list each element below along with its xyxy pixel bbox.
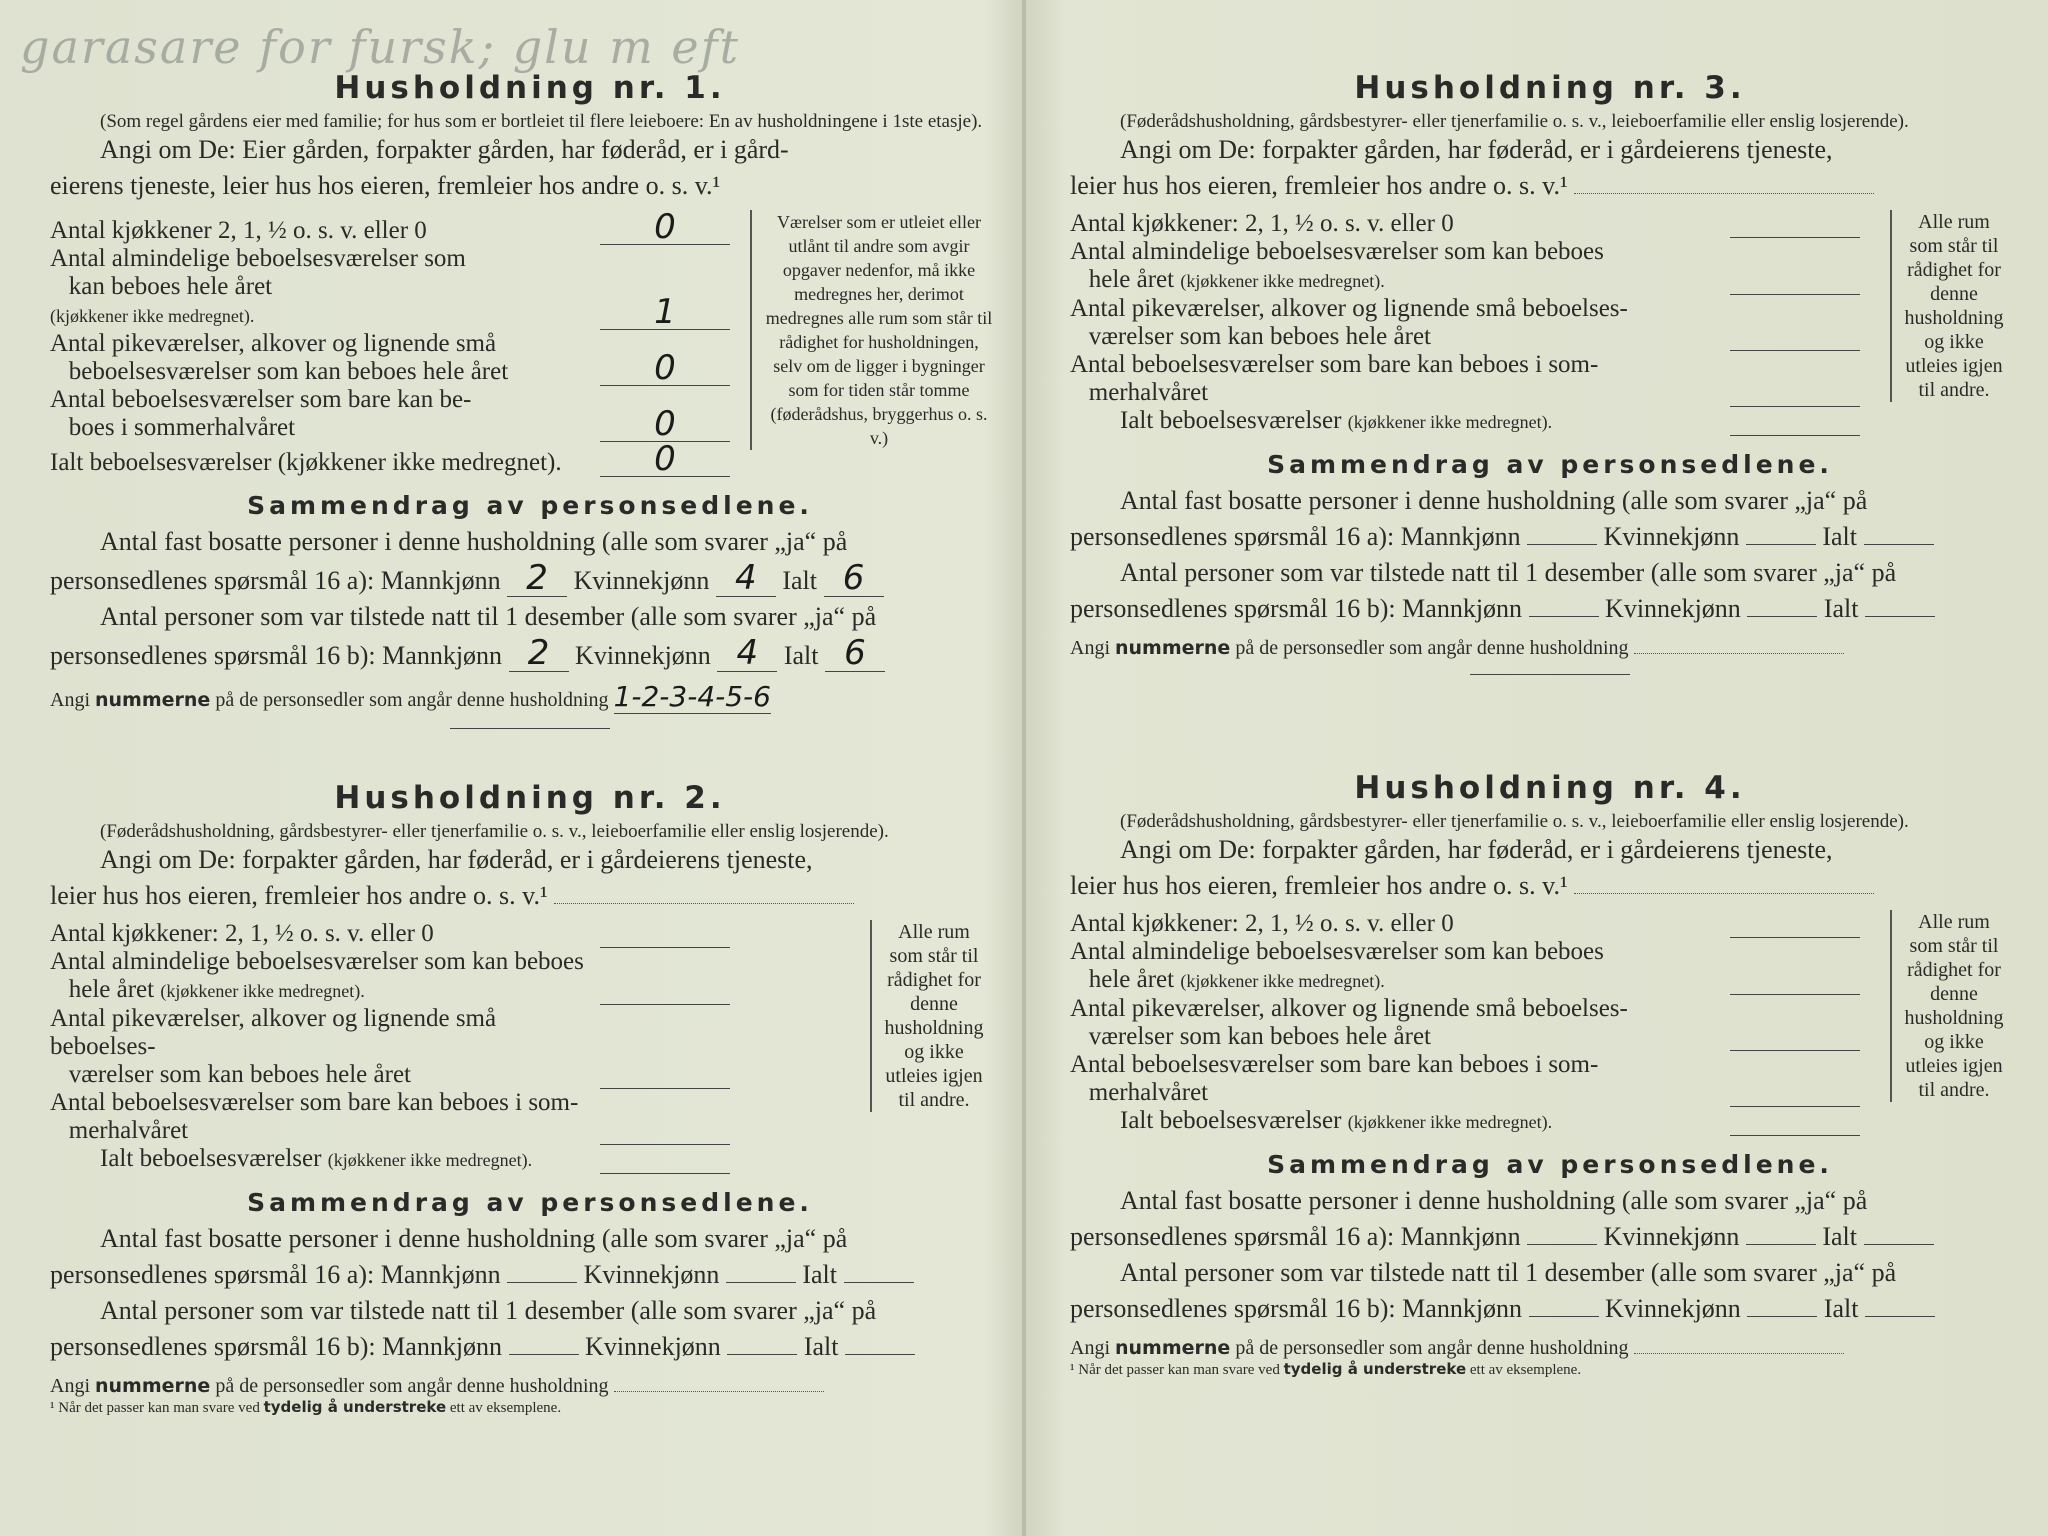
h4-ialt-row: Ialt beboelsesværelser (kjøkkener ikke medregnet). xyxy=(1070,1107,1860,1136)
h3-a-ialt[interactable] xyxy=(1864,522,1934,545)
h4-brace-note: Alle rum som står til rådighet for denne husholdning og ikke utleies igjen til andre. xyxy=(1890,910,2004,1102)
h2-summary-heading: Sammendrag av personsedlene. xyxy=(247,1188,813,1217)
household-1-title: Husholdning nr. 1. xyxy=(334,70,726,106)
household-4-title: Husholdning nr. 4. xyxy=(1354,770,1746,806)
h4-pike-value[interactable] xyxy=(1730,1050,1860,1051)
h2-b-ialt[interactable] xyxy=(845,1332,915,1355)
household-4-rooms xyxy=(1070,910,2004,1136)
h1-b-kvinne[interactable]: 4 xyxy=(717,635,777,672)
h1-a-kvinne[interactable]: 4 xyxy=(716,560,776,597)
h2-sommer-row: Antal beboelsesværelser som bare kan beboes i som- merhalvåret xyxy=(50,1089,730,1145)
h1-almind-row: Antal almindelige beboelsesværelser som kan beboes hele året (kjøkkener ikke medregnet). 1 xyxy=(50,245,730,330)
household-1-angi: Angi om De: Eier gården, forpakter gården, har føderåd, er i gård- xyxy=(100,135,789,164)
h3-summary-heading: Sammendrag av personsedlene. xyxy=(1267,450,1833,479)
h3-pike-value[interactable] xyxy=(1730,350,1860,351)
household-3-rooms xyxy=(1070,210,2004,436)
household-2-angi: Angi om De: forpakter gården, har føderåd, er i gårdeierens tjeneste, xyxy=(100,845,813,874)
household-2-rooms xyxy=(50,920,984,1174)
h1-sommer-row: Antal beboelsesværelser som bare kan be- boes i sommerhalvåret 0 xyxy=(50,386,730,442)
household-3-options[interactable]: forpakter gården, har føderåd, er i gårdeierens tjeneste, xyxy=(1262,135,1833,164)
h4-almind-value[interactable] xyxy=(1730,994,1860,995)
h4-kjokkener-value[interactable] xyxy=(1730,937,1860,938)
household-2-options[interactable]: forpakter gården, har føderåd, er i gårdeierens tjeneste, xyxy=(242,845,813,874)
h2-brace-note: Alle rum som står til rådighet for denne husholdning og ikke utleies igjen til andre. xyxy=(870,920,984,1112)
household-3-note: (Føderådshusholdning, gårdsbestyrer- eller tjenerfamilie o. s. v., leieboerfamilie eller enslig losjerende). xyxy=(1120,111,1909,132)
h1-ialt-value[interactable]: 0 xyxy=(600,442,730,477)
h4-sum-b-line1: Antal personer som var tilstede natt til 1 desember (alle som svarer „ja“ på xyxy=(1120,1258,1897,1287)
h3-b-mann[interactable] xyxy=(1529,594,1599,617)
h4-b-kvinne[interactable] xyxy=(1747,1294,1817,1317)
h1-sum-a-line2: personsedlenes spørsmål 16 a): Mannkjønn 2 Kvinnekjønn 4 Ialt 6 xyxy=(50,560,1010,599)
h3-almind-row: Antal almindelige beboelsesværelser som kan beboes hele året (kjøkkener ikke medregnet). xyxy=(1070,238,1860,295)
h4-sum-a-line2: personsedlenes spørsmål 16 a): Mannkjønn Kvinnekjønn Ialt xyxy=(1070,1219,2030,1255)
household-1-rooms xyxy=(50,207,993,479)
household-4-options[interactable]: forpakter gården, har føderåd, er i gårdeierens tjeneste, xyxy=(1262,835,1833,864)
left-page xyxy=(20,0,1020,1536)
h1-kjokkener-value[interactable]: 0 xyxy=(600,210,730,245)
h4-b-mann[interactable] xyxy=(1529,1294,1599,1317)
h3-a-mann[interactable] xyxy=(1527,522,1597,545)
h4-sommer-value[interactable] xyxy=(1730,1106,1860,1107)
h2-a-mann[interactable] xyxy=(507,1260,577,1283)
h1-sommer-value[interactable]: 0 xyxy=(600,407,730,442)
h1-angi-nummerne: Angi nummerne på de personsedler som angår denne husholdning 1-2-3-4-5-6 xyxy=(50,680,771,713)
household-1 xyxy=(50,70,1010,729)
h2-almind-value[interactable] xyxy=(600,1004,730,1005)
h1-almind-value[interactable]: 1 xyxy=(600,295,730,330)
h4-a-mann[interactable] xyxy=(1527,1222,1597,1245)
h4-sum-b-line2: personsedlenes spørsmål 16 b): Mannkjønn Kvinnekjønn Ialt xyxy=(1070,1291,2030,1327)
h1-sum-a-line1: Antal fast bosatte personer i denne husholdning (alle som svarer „ja“ på xyxy=(100,527,848,556)
h4-b-ialt[interactable] xyxy=(1865,1294,1935,1317)
h1-b-mann[interactable]: 2 xyxy=(509,635,569,672)
household-2-angi-cont: leier hus hos eieren, fremleier hos andre o. s. v.¹ xyxy=(50,878,1010,914)
h1-pike-value[interactable]: 0 xyxy=(600,351,730,386)
h4-angi-nummerne: Angi nummerne på de personsedler som angår denne husholdning xyxy=(1070,1333,2030,1360)
h1-sum-b-line2: personsedlenes spørsmål 16 b): Mannkjønn 2 Kvinnekjønn 4 Ialt 6 xyxy=(50,635,1010,674)
h3-brace-note: Alle rum som står til rådighet for denne husholdning og ikke utleies igjen til andre. xyxy=(1890,210,2004,402)
h2-ialt-row: Ialt beboelsesværelser (kjøkkener ikke medregnet). xyxy=(50,1145,730,1174)
h2-sum-a-line1: Antal fast bosatte personer i denne husholdning (alle som svarer „ja“ på xyxy=(100,1224,848,1253)
h4-sommer-row: Antal beboelsesværelser som bare kan beboes i som- merhalvåret xyxy=(1070,1051,1860,1107)
h2-pike-row: Antal pikeværelser, alkover og lignende små beboelses- værelser som kan beboes hele året xyxy=(50,1005,730,1089)
h3-b-ialt[interactable] xyxy=(1865,594,1935,617)
h1-pike-row: Antal pikeværelser, alkover og lignende små beboelsesværelser som kan beboes hele året 0 xyxy=(50,330,730,386)
h1-kjokkener-row: Antal kjøkkener 2, 1, ½ o. s. v. eller 0 0 xyxy=(50,210,730,245)
household-4 xyxy=(1070,770,2030,1379)
h2-kjokkener-row: Antal kjøkkener: 2, 1, ½ o. s. v. eller 0 xyxy=(50,920,730,948)
h1-brace-note: Værelser som er utleiet eller utlånt til andre som avgir opgaver nedenfor, må ikke medregnes her, derimot medregnes alle rum som står til rådighet for husholdningen, selv om de ligger i bygninger som for tiden står tomme (føderådshus, bryggerhus o. s. v.) xyxy=(750,210,994,450)
h3-sommer-row: Antal beboelsesværelser som bare kan beboes i som- merhalvåret xyxy=(1070,351,1860,407)
h3-sum-a-line1: Antal fast bosatte personer i denne husholdning (alle som svarer „ja“ på xyxy=(1120,486,1868,515)
h3-sum-b-line1: Antal personer som var tilstede natt til 1 desember (alle som svarer „ja“ på xyxy=(1120,558,1897,587)
h2-sum-b-line2: personsedlenes spørsmål 16 b): Mannkjønn Kvinnekjønn Ialt xyxy=(50,1329,1010,1365)
household-3 xyxy=(1070,70,2030,675)
h2-b-kvinne[interactable] xyxy=(727,1332,797,1355)
h1-divider xyxy=(450,728,610,729)
household-3-title: Husholdning nr. 3. xyxy=(1354,70,1746,106)
household-2-note: (Føderådshusholdning, gårdsbestyrer- eller tjenerfamilie o. s. v., leieboerfamilie eller enslig losjerende). xyxy=(100,821,889,842)
h1-b-ialt[interactable]: 6 xyxy=(825,635,885,672)
page-fold xyxy=(1022,0,1026,1536)
household-2 xyxy=(50,780,1010,1417)
h2-sommer-value[interactable] xyxy=(600,1144,730,1145)
h1-ialt-row: Ialt beboelsesværelser (kjøkkener ikke medregnet). 0 xyxy=(50,442,730,477)
h1-summary-heading: Sammendrag av personsedlene. xyxy=(247,491,813,520)
h2-sum-b-line1: Antal personer som var tilstede natt til 1 desember (alle som svarer „ja“ på xyxy=(100,1296,877,1325)
household-4-note: (Føderådshusholdning, gårdsbestyrer- eller tjenerfamilie o. s. v., leieboerfamilie eller enslig losjerende). xyxy=(1120,811,1909,832)
household-1-options[interactable]: Eier gården, forpakter gården, har føderåd, er i gård- xyxy=(242,135,789,164)
h1-a-mann[interactable]: 2 xyxy=(507,560,567,597)
h3-b-kvinne[interactable] xyxy=(1747,594,1817,617)
h3-sum-a-line2: personsedlenes spørsmål 16 a): Mannkjønn Kvinnekjønn Ialt xyxy=(1070,519,2030,555)
h2-sum-a-line2: personsedlenes spørsmål 16 a): Mannkjønn Kvinnekjønn Ialt xyxy=(50,1257,1010,1293)
h4-sum-a-line1: Antal fast bosatte personer i denne husholdning (alle som svarer „ja“ på xyxy=(1120,1186,1868,1215)
h3-divider xyxy=(1470,674,1630,675)
household-4-angi: Angi om De: forpakter gården, har føderåd, er i gårdeierens tjeneste, xyxy=(1120,835,1833,864)
h3-almind-value[interactable] xyxy=(1730,294,1860,295)
h3-ialt-row: Ialt beboelsesværelser (kjøkkener ikke medregnet). xyxy=(1070,407,1860,436)
h3-sum-b-line2: personsedlenes spørsmål 16 b): Mannkjønn Kvinnekjønn Ialt xyxy=(1070,591,2030,627)
h4-kjokkener-row: Antal kjøkkener: 2, 1, ½ o. s. v. eller 0 xyxy=(1070,910,1860,938)
h3-kjokkener-value[interactable] xyxy=(1730,237,1860,238)
household-1-note: (Som regel gårdens eier med familie; for hus som er bortleiet til flere leieboere: En av husholdningene i 1ste etasje). xyxy=(100,111,983,132)
h2-almind-row: Antal almindelige beboelsesværelser som kan beboes hele året (kjøkkener ikke medregnet). xyxy=(50,948,730,1005)
h1-nummerne-value[interactable]: 1-2-3-4-5-6 xyxy=(613,680,771,713)
h3-angi-nummerne: Angi nummerne på de personsedler som angår denne husholdning xyxy=(1070,633,2030,660)
right-page xyxy=(1040,0,2040,1536)
h2-pike-value[interactable] xyxy=(600,1088,730,1089)
footnote-left: ¹ Når det passer kan man svare ved tydelig å understreke ett av eksemplene. xyxy=(50,1398,562,1416)
h1-a-ialt[interactable]: 6 xyxy=(824,560,884,597)
h4-a-kvinne[interactable] xyxy=(1746,1222,1816,1245)
h4-ialt-value[interactable] xyxy=(1730,1135,1860,1136)
footnote-right: ¹ Når det passer kan man svare ved tydelig å understreke ett av eksemplene. xyxy=(1070,1360,1582,1378)
h3-kjokkener-row: Antal kjøkkener: 2, 1, ½ o. s. v. eller 0 xyxy=(1070,210,1860,238)
h4-pike-row: Antal pikeværelser, alkover og lignende små beboelses- værelser som kan beboes hele året xyxy=(1070,995,1860,1051)
household-1-angi-cont: eierens tjeneste, leier hus hos eieren, fremleier hos andre o. s. v.¹ xyxy=(50,171,721,200)
household-3-angi: Angi om De: forpakter gården, har føderåd, er i gårdeierens tjeneste, xyxy=(1120,135,1833,164)
h2-a-kvinne[interactable] xyxy=(726,1260,796,1283)
h4-a-ialt[interactable] xyxy=(1864,1222,1934,1245)
h1-sum-b-line1: Antal personer som var tilstede natt til 1 desember (alle som svarer „ja“ på xyxy=(100,602,877,631)
h2-b-mann[interactable] xyxy=(509,1332,579,1355)
pencil-annotation: garasare for fursk; glu m eft xyxy=(20,20,741,74)
h2-angi-nummerne: Angi nummerne på de personsedler som angår denne husholdning xyxy=(50,1371,1010,1398)
household-3-angi-cont: leier hus hos eieren, fremleier hos andre o. s. v.¹ xyxy=(1070,168,2030,204)
h2-ialt-value[interactable] xyxy=(600,1173,730,1174)
h2-a-ialt[interactable] xyxy=(844,1260,914,1283)
household-4-angi-cont: leier hus hos eieren, fremleier hos andre o. s. v.¹ xyxy=(1070,868,2030,904)
h3-sommer-value[interactable] xyxy=(1730,406,1860,407)
h3-pike-row: Antal pikeværelser, alkover og lignende små beboelses- værelser som kan beboes hele året xyxy=(1070,295,1860,351)
household-2-title: Husholdning nr. 2. xyxy=(334,780,726,816)
h3-ialt-value[interactable] xyxy=(1730,435,1860,436)
h2-kjokkener-value[interactable] xyxy=(600,947,730,948)
h4-almind-row: Antal almindelige beboelsesværelser som kan beboes hele året (kjøkkener ikke medregnet). xyxy=(1070,938,1860,995)
h3-a-kvinne[interactable] xyxy=(1746,522,1816,545)
h4-summary-heading: Sammendrag av personsedlene. xyxy=(1267,1150,1833,1179)
